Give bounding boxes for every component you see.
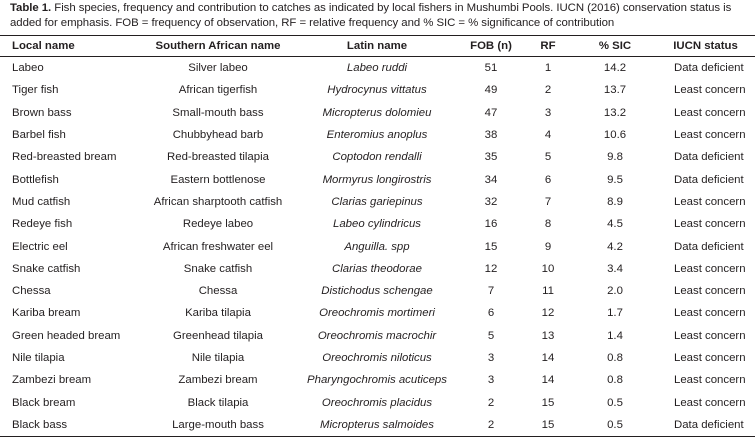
cell-rf: 12 bbox=[541, 307, 555, 320]
cell-sic: 2.0 bbox=[607, 285, 623, 298]
cell-rf: 14 bbox=[541, 352, 555, 364]
cell-fob: 51 bbox=[484, 62, 498, 75]
table-row bbox=[0, 391, 755, 413]
cell-fob: 34 bbox=[484, 173, 498, 186]
cell-iucn-status: Least concern bbox=[674, 129, 746, 142]
cell-latin-name: Coptodon rendalli bbox=[332, 151, 422, 164]
cell-sic: 4.5 bbox=[607, 218, 623, 231]
cell-local-name: Barbel fish bbox=[12, 129, 66, 142]
cell-southern-african-name: Silver labeo bbox=[188, 62, 248, 75]
cell-sic: 8.9 bbox=[607, 195, 623, 208]
cell-southern-african-name: Nile tilapia bbox=[191, 352, 245, 364]
cell-southern-african-name: Large-mouth bass bbox=[142, 414, 294, 437]
cell-iucn-status: Least concern bbox=[674, 329, 746, 342]
cell-sic: 1.7 bbox=[607, 307, 623, 320]
table-body bbox=[0, 57, 755, 437]
cell-latin-name: Oreochromis niloticus bbox=[322, 352, 432, 364]
cell-rf: 8 bbox=[544, 218, 552, 231]
cell-latin-name: Labeo ruddi bbox=[346, 62, 408, 75]
cell-fob: 3 bbox=[487, 352, 495, 364]
cell-southern-african-name: Kariba tilapia bbox=[185, 307, 251, 320]
cell-southern-african-name: Red-breasted tilapia bbox=[167, 151, 269, 164]
cell-sic: 1.4 bbox=[607, 329, 623, 342]
cell-rf: 15 bbox=[522, 414, 574, 437]
cell-fob: 32 bbox=[484, 195, 498, 208]
cell-latin-name: Mormyrus longirostris bbox=[322, 173, 432, 186]
cell-southern-african-name: Snake catfish bbox=[183, 262, 253, 275]
column-header-fob: FOB (n) bbox=[460, 36, 522, 57]
table-row bbox=[0, 325, 755, 347]
table-header-row bbox=[0, 36, 755, 57]
cell-latin-name: Oreochromis mortimeri bbox=[319, 307, 435, 320]
cell-rf: 11 bbox=[542, 285, 554, 298]
cell-sic: 14.2 bbox=[603, 62, 627, 75]
column-header-local-name: Local name bbox=[0, 36, 142, 57]
cell-local-name: Brown bass bbox=[12, 106, 72, 119]
cell-rf: 10 bbox=[541, 262, 555, 275]
cell-fob: 5 bbox=[487, 329, 495, 342]
cell-iucn-status: Least concern bbox=[674, 374, 746, 387]
cell-rf: 4 bbox=[544, 129, 552, 142]
cell-rf: 7 bbox=[544, 195, 552, 208]
cell-local-name: Green headed bream bbox=[12, 329, 121, 342]
cell-southern-african-name: Eastern bottlenose bbox=[170, 173, 266, 186]
cell-latin-name: Labeo cylindricus bbox=[332, 218, 421, 231]
cell-local-name: Kariba bream bbox=[12, 307, 81, 320]
cell-fob: 15 bbox=[484, 240, 498, 253]
cell-southern-african-name: Chubbyhead barb bbox=[172, 129, 264, 142]
table-row bbox=[0, 79, 755, 101]
cell-iucn-status: Least concern bbox=[674, 218, 746, 231]
table-caption bbox=[10, 1, 752, 31]
cell-latin-name: Hydrocynus vittatus bbox=[327, 84, 427, 97]
cell-local-name: Redeye fish bbox=[12, 218, 73, 231]
cell-southern-african-name: Black tilapia bbox=[187, 396, 249, 409]
cell-iucn-status: Least concern bbox=[674, 396, 746, 409]
column-header-southern-african-name: Southern African name bbox=[142, 36, 294, 57]
cell-rf: 9 bbox=[544, 240, 552, 253]
cell-latin-name: Oreochromis macrochir bbox=[317, 329, 437, 342]
table-row bbox=[0, 235, 755, 257]
cell-southern-african-name: African sharptooth catfish bbox=[153, 195, 283, 208]
cell-rf: 3 bbox=[544, 106, 552, 119]
column-header-rf: RF bbox=[522, 36, 574, 57]
cell-latin-name: Clarias gariepinus bbox=[331, 195, 423, 208]
cell-iucn-status: Least concern bbox=[674, 262, 746, 275]
cell-iucn-status: Least concern bbox=[674, 106, 746, 119]
table-row bbox=[0, 57, 755, 80]
table-row bbox=[0, 213, 755, 235]
cell-local-name: Black bream bbox=[12, 396, 76, 409]
table-row bbox=[0, 347, 755, 369]
cell-local-name: Red-breasted bream bbox=[12, 151, 117, 164]
cell-iucn-status: Data deficient bbox=[674, 151, 744, 164]
cell-sic: 4.2 bbox=[607, 240, 623, 253]
table-row bbox=[0, 191, 755, 213]
cell-sic: 13.7 bbox=[603, 84, 627, 97]
cell-southern-african-name: Greenhead tilapia bbox=[173, 329, 263, 342]
cell-local-name: Bottlefish bbox=[12, 173, 59, 186]
table-row bbox=[0, 280, 755, 302]
cell-fob: 2 bbox=[460, 414, 522, 437]
cell-fob: 35 bbox=[484, 151, 498, 164]
cell-rf: 14 bbox=[541, 374, 555, 387]
cell-fob: 47 bbox=[484, 106, 498, 119]
cell-iucn-status: Least concern bbox=[674, 352, 746, 364]
cell-iucn-status: Least concern bbox=[674, 84, 746, 97]
cell-iucn-status: Data deficient bbox=[674, 62, 744, 75]
cell-latin-name: Pharyngochromis acuticeps bbox=[307, 374, 447, 387]
column-header-sic: % SIC bbox=[574, 36, 656, 57]
cell-rf: 1 bbox=[544, 62, 552, 75]
cell-iucn-status: Data deficient bbox=[656, 414, 755, 437]
table-row bbox=[0, 102, 755, 124]
cell-latin-name: Clarias theodorae bbox=[332, 262, 422, 275]
cell-latin-name: Oreochromis placidus bbox=[321, 396, 433, 409]
cell-local-name: Black bass bbox=[0, 414, 142, 437]
cell-latin-name: Distichodus schengae bbox=[321, 285, 433, 298]
cell-fob: 12 bbox=[484, 262, 498, 275]
cell-fob: 16 bbox=[484, 218, 498, 231]
cell-sic: 13.2 bbox=[603, 106, 627, 119]
cell-sic: 9.5 bbox=[607, 173, 623, 186]
cell-sic: 0.5 bbox=[607, 396, 623, 409]
column-header-iucn-status: IUCN status bbox=[656, 36, 755, 57]
cell-local-name: Electric eel bbox=[12, 240, 68, 253]
cell-fob: 6 bbox=[487, 307, 495, 320]
cell-rf: 2 bbox=[544, 84, 552, 97]
cell-southern-african-name: Chessa bbox=[198, 285, 238, 298]
cell-iucn-status: Data deficient bbox=[674, 240, 744, 253]
cell-local-name: Snake catfish bbox=[12, 262, 81, 275]
cell-latin-name: Micropterus salmoides bbox=[294, 414, 460, 437]
cell-southern-african-name: Redeye labeo bbox=[182, 218, 254, 231]
cell-sic: 0.8 bbox=[607, 374, 623, 387]
cell-fob: 3 bbox=[487, 374, 495, 387]
cell-local-name: Mud catfish bbox=[12, 195, 71, 208]
cell-fob: 7 bbox=[487, 285, 495, 298]
column-header-latin-name: Latin name bbox=[294, 36, 460, 57]
table-row bbox=[0, 258, 755, 280]
table-row bbox=[0, 414, 755, 437]
table-row bbox=[0, 146, 755, 168]
cell-southern-african-name: Small-mouth bass bbox=[172, 106, 264, 119]
cell-latin-name: Anguilla. spp bbox=[344, 240, 410, 253]
table-row bbox=[0, 124, 755, 146]
table-row bbox=[0, 302, 755, 324]
cell-sic: 0.8 bbox=[607, 352, 623, 364]
cell-iucn-status: Least concern bbox=[674, 195, 746, 208]
cell-southern-african-name: African tigerfish bbox=[178, 84, 258, 97]
cell-local-name: Zambezi bream bbox=[12, 374, 92, 387]
caption-label: Table 1. bbox=[10, 2, 52, 14]
cell-iucn-status: Least concern bbox=[674, 285, 746, 298]
cell-rf: 6 bbox=[544, 173, 552, 186]
caption-text: Fish species, frequency and contribution to catches as indicated by local fishers in Mushumbi Pools. IUCN (2016) conservation status is added for emphasis. FOB = frequency of observation, RF = relative frequency and % SIC = % significance of contribution bbox=[10, 2, 732, 29]
cell-rf: 15 bbox=[541, 396, 555, 409]
cell-sic: 10.6 bbox=[603, 129, 627, 142]
cell-local-name: Nile tilapia bbox=[12, 352, 65, 364]
cell-sic: 0.5 bbox=[574, 414, 656, 437]
cell-latin-name: Micropterus dolomieu bbox=[322, 106, 432, 119]
cell-sic: 9.8 bbox=[607, 151, 623, 164]
cell-fob: 38 bbox=[484, 129, 498, 142]
table-row bbox=[0, 369, 755, 391]
cell-rf: 13 bbox=[541, 329, 555, 342]
cell-fob: 49 bbox=[484, 84, 498, 97]
cell-latin-name: Enteromius anoplus bbox=[326, 129, 428, 142]
table-row bbox=[0, 168, 755, 190]
cell-fob: 2 bbox=[487, 396, 495, 409]
cell-local-name: Chessa bbox=[12, 285, 51, 298]
cell-southern-african-name: Zambezi bream bbox=[178, 374, 258, 387]
cell-southern-african-name: African freshwater eel bbox=[162, 240, 274, 253]
cell-rf: 5 bbox=[544, 151, 552, 164]
cell-local-name: Labeo bbox=[12, 62, 44, 75]
cell-iucn-status: Least concern bbox=[674, 307, 746, 320]
cell-local-name: Tiger fish bbox=[12, 84, 59, 97]
cell-sic: 3.4 bbox=[607, 262, 623, 275]
cell-iucn-status: Data deficient bbox=[674, 173, 744, 186]
fish-species-table bbox=[0, 35, 755, 437]
